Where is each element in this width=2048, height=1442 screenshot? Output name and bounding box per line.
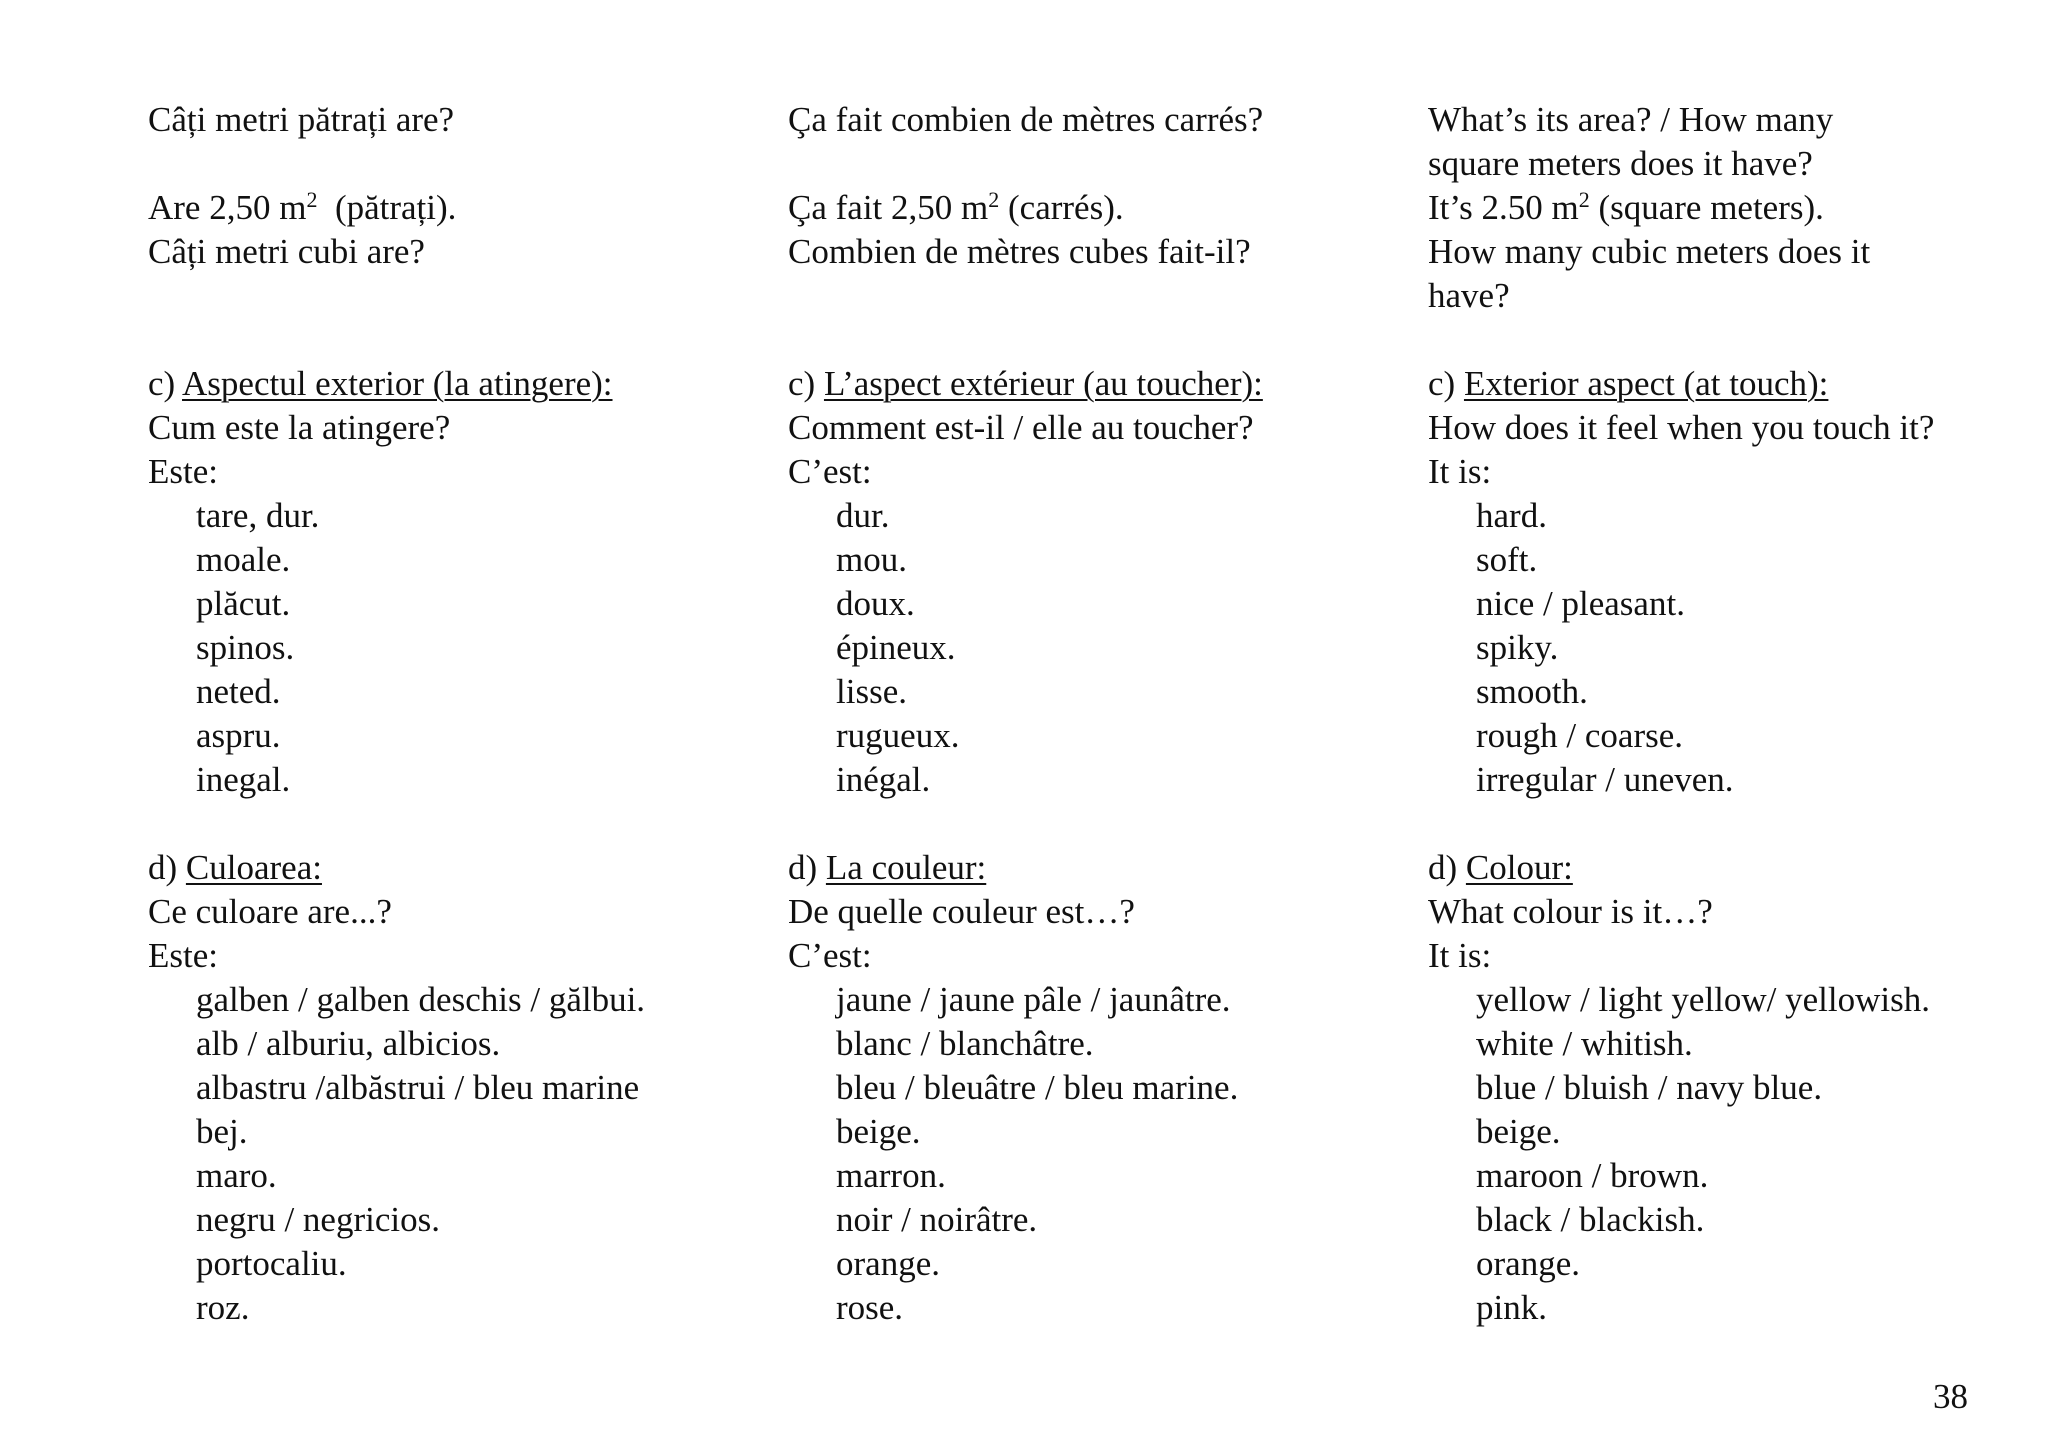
section-c-prefix: c) [788, 364, 824, 403]
colour-item: blue / bluish / navy blue. [1476, 1068, 1823, 1107]
section-c-prefix: c) [1428, 364, 1464, 403]
question-area-line-1: What’s its area? / How many [1428, 100, 1834, 139]
answer-area-text: Ça fait 2,50 m [788, 188, 989, 227]
spacer [148, 802, 748, 846]
colour-item: rose. [836, 1288, 904, 1327]
section-d-title: Culoarea: [185, 848, 322, 887]
touch-item: spinos. [196, 628, 295, 667]
touch-item: épineux. [836, 628, 956, 667]
spacer [1428, 802, 2028, 846]
colour-item: roz. [196, 1288, 250, 1327]
colour-item: bej. [196, 1112, 248, 1151]
spacer [148, 274, 748, 318]
answer-area-text: Are 2,50 m [148, 188, 307, 227]
question-area: Ça fait combien de mètres carrés? [788, 100, 1264, 139]
colour-item: beige. [836, 1112, 921, 1151]
spacer [1428, 318, 2028, 362]
colour-item: pink. [1476, 1288, 1547, 1327]
spacer [788, 318, 1408, 362]
section-d-title: Colour: [1465, 848, 1573, 887]
colour-item: bleu / bleuâtre / bleu marine. [836, 1068, 1239, 1107]
colour-item: albastru /albăstrui / bleu marine [196, 1068, 640, 1107]
colour-item: white / whitish. [1476, 1024, 1693, 1063]
it-is-label: C’est: [788, 452, 872, 491]
question-volume-line-1: How many cubic meters does it [1428, 232, 1871, 271]
colour-item: yellow / light yellow/ yellowish. [1476, 980, 1930, 1019]
answer-area-unit: (carrés). [999, 188, 1124, 227]
answer-area [1428, 186, 2028, 230]
touch-item: inégal. [836, 760, 931, 799]
touch-item: moale. [196, 540, 291, 579]
colour-item: maro. [196, 1156, 277, 1195]
colour-item: orange. [1476, 1244, 1580, 1283]
colour-item: negru / negricios. [196, 1200, 440, 1239]
superscript: 2 [988, 187, 1000, 212]
section-c-heading [788, 362, 1408, 406]
touch-item: spiky. [1476, 628, 1559, 667]
question-volume: Combien de mètres cubes fait-il? [788, 232, 1251, 271]
touch-item: irregular / uneven. [1476, 760, 1734, 799]
question-area-line-2: square meters does it have? [1428, 144, 1813, 183]
question-volume: Câți metri cubi are? [148, 232, 425, 271]
section-d-title: La couleur: [825, 848, 987, 887]
colour-item: maroon / brown. [1476, 1156, 1709, 1195]
colour-item: jaune / jaune pâle / jaunâtre. [836, 980, 1231, 1019]
spacer [148, 318, 748, 362]
question-colour: De quelle couleur est…? [788, 892, 1135, 931]
it-is-label: C’est: [788, 936, 872, 975]
touch-item: hard. [1476, 496, 1547, 535]
colour-item: galben / galben deschis / gălbui. [196, 980, 646, 1019]
question-touch: Comment est-il / elle au toucher? [788, 408, 1254, 447]
touch-item: soft. [1476, 540, 1538, 579]
section-c-prefix: c) [148, 364, 183, 403]
superscript: 2 [306, 187, 318, 212]
column-romanian [148, 98, 748, 1330]
column-french [788, 98, 1408, 1330]
spacer [788, 142, 1408, 186]
section-d-prefix: d) [788, 848, 826, 887]
question-touch: How does it feel when you touch it? [1428, 408, 1935, 447]
spacer [788, 274, 1408, 318]
touch-item: aspru. [196, 716, 281, 755]
it-is-label: It is: [1428, 452, 1492, 491]
section-c-title: Aspectul exterior (la atingere): [182, 364, 613, 403]
touch-item: rugueux. [836, 716, 960, 755]
touch-item: dur. [836, 496, 890, 535]
colour-item: black / blackish. [1476, 1200, 1705, 1239]
touch-item: mou. [836, 540, 907, 579]
column-english [1428, 98, 2028, 1330]
answer-area-text: It’s 2.50 m [1428, 188, 1579, 227]
section-d-prefix: d) [1428, 848, 1466, 887]
spacer [148, 142, 748, 186]
colour-item: marron. [836, 1156, 946, 1195]
question-area: Câți metri pătrați are? [148, 100, 455, 139]
section-c-heading [1428, 362, 2028, 406]
section-c-title: Exterior aspect (at touch): [1463, 364, 1829, 403]
answer-area [788, 186, 1408, 230]
touch-item: lisse. [836, 672, 907, 711]
colour-item: noir / noirâtre. [836, 1200, 1038, 1239]
spacer [788, 802, 1408, 846]
question-touch: Cum este la atingere? [148, 408, 451, 447]
touch-item: inegal. [196, 760, 291, 799]
colour-item: blanc / blanchâtre. [836, 1024, 1094, 1063]
touch-item: rough / coarse. [1476, 716, 1684, 755]
touch-item: tare, dur. [196, 496, 320, 535]
section-d-heading [1428, 846, 2028, 890]
section-c-heading [148, 362, 748, 406]
it-is-label: Este: [148, 452, 218, 491]
it-is-label: It is: [1428, 936, 1492, 975]
answer-area [148, 186, 748, 230]
section-d-heading [788, 846, 1408, 890]
answer-area-unit: (square meters). [1589, 188, 1824, 227]
question-colour: What colour is it…? [1428, 892, 1713, 931]
page-number: 38 [1933, 1377, 1968, 1416]
colour-item: orange. [836, 1244, 940, 1283]
superscript: 2 [1578, 187, 1590, 212]
question-volume-line-2: have? [1428, 276, 1510, 315]
section-d-heading [148, 846, 748, 890]
touch-item: neted. [196, 672, 281, 711]
answer-area-unit: (pătrați). [317, 188, 457, 227]
touch-item: doux. [836, 584, 915, 623]
question-colour: Ce culoare are...? [148, 892, 392, 931]
colour-item: portocaliu. [196, 1244, 347, 1283]
it-is-label: Este: [148, 936, 218, 975]
touch-item: nice / pleasant. [1476, 584, 1685, 623]
colour-item: alb / alburiu, albicios. [196, 1024, 501, 1063]
touch-item: smooth. [1476, 672, 1588, 711]
touch-item: plăcut. [196, 584, 291, 623]
section-d-prefix: d) [148, 848, 186, 887]
colour-item: beige. [1476, 1112, 1561, 1151]
section-c-title: L’aspect extérieur (au toucher): [823, 364, 1263, 403]
